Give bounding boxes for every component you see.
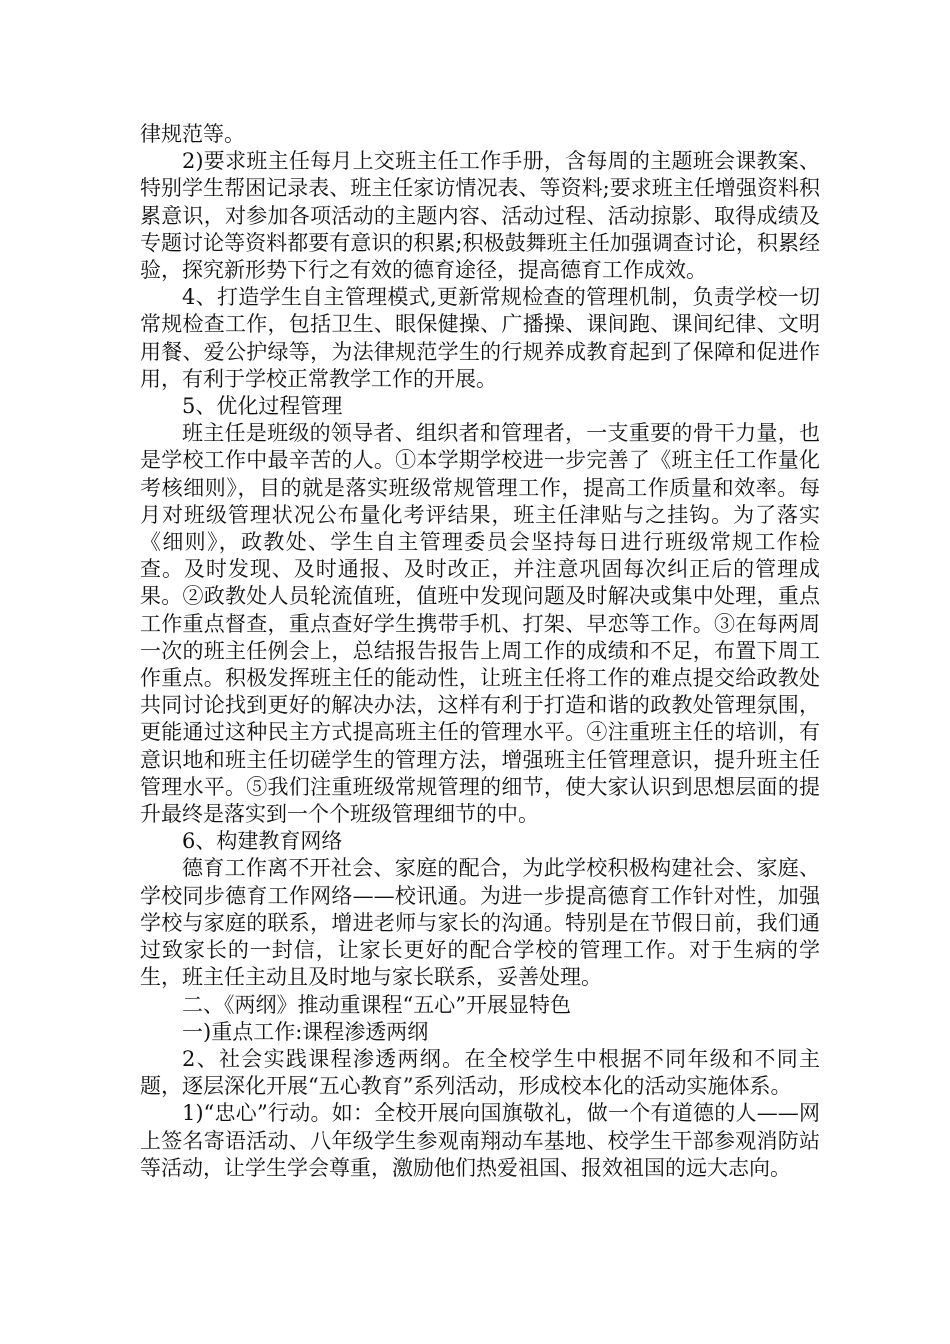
paragraph-social-practice: 2、社会实践课程渗透两纲。在全校学生中根据不同年级和不同主题，逐层深化开展“五心教育”系列活动，形成校本化的活动实施体系。 bbox=[140, 1046, 820, 1099]
paragraph-loyalty-action: 1)“忠心”行动。如：全校开展向国旗敬礼，做一个有道德的人——网上签名寄语活动、八年级学生参观南翔动车基地、校学生干部参观消防站等活动，让学生学会尊重，激励他们热爱祖国、报效祖国的远大志向。 bbox=[140, 1101, 820, 1180]
paragraph-handbook: 2)要求班主任每月上交班主任工作手册，含每周的主题班会课教案、特别学生帮困记录表、班主任家访情况表、等资料;要求班主任增强资料积累意识，对参加各项活动的主题内容、活动过程、活动掠影、取得成绩及专题讨论等资料都要有意识的积累;积极鼓舞班主任加强调查讨论，积累经验，探究新形势下行之有效的德育途径，提高德育工作成效。 bbox=[140, 149, 820, 283]
paragraph-self-management: 4、打造学生自主管理模式,更新常规检查的管理机制，负责学校一切常规检查工作，包括卫生、眼保健操、广播操、课间跑、课间纪律、文明用餐、爱公护绿等，为法律规范学生的行规养成教育起到了保障和促进作用，有利于学校正常教学工作的开展。 bbox=[140, 285, 820, 391]
heading-key-work: 一)重点工作:课程渗透两纲 bbox=[182, 1019, 429, 1044]
document-body bbox=[140, 121, 820, 1182]
heading-section-two: 二、《两纲》推动重课程“五心”开展显特色 bbox=[182, 992, 571, 1017]
paragraph-class-teacher: 班主任是班级的领导者、组织者和管理者，一支重要的骨干力量，也是学校工作中最辛苦的人。①本学期学校进一步完善了《班主任工作量化考核细则》，目的就是落实班级常规管理工作，提高工作质量和效率。每月对班级管理状况公布量化考评结果，班主任津贴与之挂钩。为了落实《细则》，政教处、学生自主管理委员会坚持每日进行班级常规工作检查。及时发现、及时通报、及时改正，并注意巩固每次纠正后的管理成果。②政教处人员轮流值班，值班中发现问题及时解决或集中处理，重点工作重点督查，重点查好学生携带手机、打架、早恋等工作。③在每两周一次的班主任例会上，总结报告报告上周工作的成绩和不足，布置下周工作重点。积极发挥班主任的能动性，让班主任将工作的难点提交给政教处共同讨论找到更好的解决办法，这样有利于打造和谐的政教处管理氛围，更能通过这种民主方式提高班主任的管理水平。④注重班主任的培训，有意识地和班主任切磋学生的管理方法，增强班主任管理意识，提升班主任管理水平。⑤我们注重班级常规管理的细节，使大家认识到思想层面的提升最终是落实到一个个班级管理细节的中。 bbox=[140, 421, 820, 827]
heading-process-management: 5、优化过程管理 bbox=[182, 394, 343, 419]
heading-education-network: 6、构建教育网络 bbox=[182, 829, 343, 854]
paragraph-moral-education: 德育工作离不开社会、家庭的配合，为此学校积极构建社会、家庭、学校同步德育工作网络——校讯通。为进一步提高德育工作针对性，加强学校与家庭的联系，增进老师与家长的沟通。特别是在节假日前，我们通过致家长的一封信，让家长更好的配合学校的管理工作。对于生病的学生，班主任主动且及时地与家长联系，妥善处理。 bbox=[140, 856, 820, 990]
paragraph-continuation: 律规范等。 bbox=[140, 122, 245, 146]
